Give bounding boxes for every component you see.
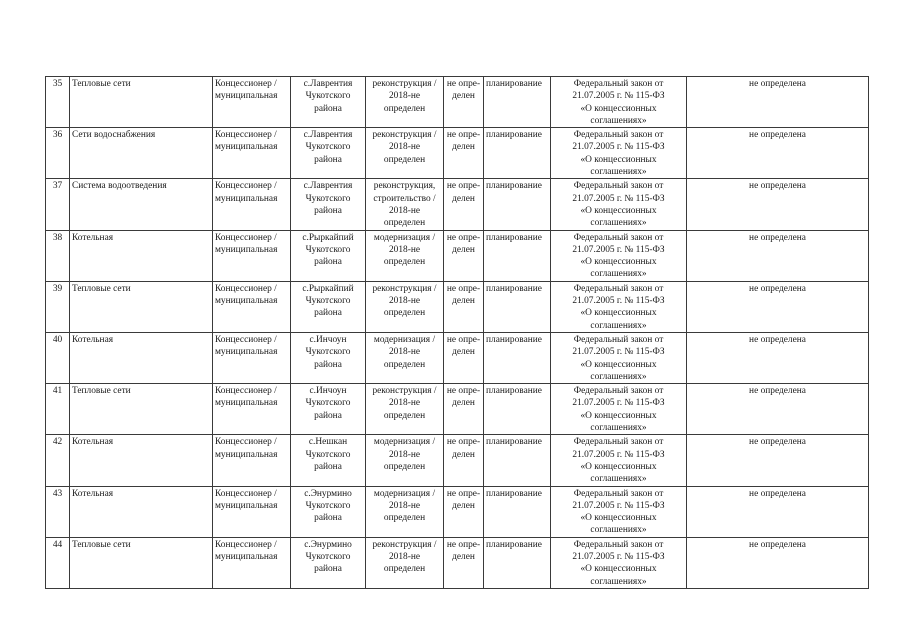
location-line: района [314,359,342,370]
deadline-line: не опре- [446,539,481,550]
deadline-line: не опре- [446,181,481,192]
legal-basis-line: «О концессионных [580,154,657,165]
deadline-line: делен [452,500,475,511]
legal-basis-line: Федеральный закон от [573,79,664,89]
deadline-line: не опре- [446,488,481,499]
legal-basis-line: 21.07.2005 г. № 115-ФЗ [572,347,665,358]
legal-basis-line: 21.07.2005 г. № 115-ФЗ [572,142,665,153]
object-name-cell: Тепловые сети [70,77,213,128]
legal-basis-cell [551,537,687,588]
action-period-cell [366,435,444,486]
location-line: района [314,564,342,575]
row-number-cell: 42 [46,435,70,486]
cost-cell: не определена [687,281,869,332]
ownership-cell [213,179,291,230]
deadline-line: делен [452,449,475,460]
location-line: Чукотского [305,244,351,255]
cost-cell: не определена [687,128,869,179]
ownership-cell [213,128,291,179]
action-period-cell [366,281,444,332]
table-row [46,77,869,128]
ownership-line: муниципальная [215,91,278,102]
row-number-cell: 40 [46,332,70,383]
legal-basis-line: соглашениях» [590,576,647,587]
table-row [46,332,869,383]
location-cell [291,435,366,486]
action-period-line: реконструкция, [373,181,436,192]
legal-basis-line: 21.07.2005 г. № 115-ФЗ [572,244,665,255]
ownership-line: Концессионер / [215,539,277,550]
ownership-cell [213,77,291,128]
cost-cell: не определена [687,537,869,588]
ownership-line: муниципальная [215,193,278,204]
ownership-line: Концессионер / [215,283,277,294]
action-period-cell [366,230,444,281]
row-number-cell: 41 [46,384,70,435]
deadline-cell [444,230,484,281]
action-period-line: определен [383,257,426,268]
action-period-line: определен [383,154,426,165]
legal-basis-line: Федеральный закон от [573,488,664,499]
location-line: Чукотского [305,347,351,358]
action-period-line: определен [383,513,426,524]
legal-basis-line: Федеральный закон от [573,130,664,141]
legal-basis-line: 21.07.2005 г. № 115-ФЗ [572,551,665,562]
legal-basis-line: соглашениях» [590,371,647,382]
object-name-cell: Сети водоснабжения [70,128,213,179]
row-number-cell: 38 [46,230,70,281]
legal-basis-line: соглашениях» [590,218,647,229]
ownership-line: муниципальная [215,142,278,153]
legal-basis-line: соглашениях» [590,525,647,536]
action-period-line: 2018-не [388,205,421,216]
legal-basis-line: соглашениях» [590,115,647,126]
action-period-line: определен [383,410,426,421]
location-line: с.Нешкан [308,437,348,448]
deadline-cell [444,537,484,588]
deadline-line: не опре- [446,437,481,448]
ownership-line: Концессионер / [215,437,277,448]
location-line: района [314,257,342,268]
action-period-line: определен [383,359,426,370]
table-row [46,486,869,537]
ownership-cell [213,537,291,588]
object-name-cell: Тепловые сети [70,384,213,435]
action-period-line: определен [383,218,426,229]
legal-basis-cell [551,332,687,383]
action-period-line: определен [383,461,426,472]
legal-basis-line: соглашениях» [590,320,647,331]
deadline-line: не опре- [446,334,481,345]
legal-basis-line: «О концессионных [580,564,657,575]
ownership-cell [213,230,291,281]
deadline-cell [444,281,484,332]
object-name-cell: Система водоотведения [70,179,213,230]
ownership-line: Концессионер / [215,386,277,397]
ownership-line: Концессионер / [215,79,277,89]
deadline-cell [444,128,484,179]
legal-basis-line: соглашениях» [590,269,647,280]
location-line: Чукотского [305,398,351,409]
stage-cell: планирование [484,537,551,588]
legal-basis-line: 21.07.2005 г. № 115-ФЗ [572,500,665,511]
stage-cell: планирование [484,281,551,332]
action-period-cell [366,486,444,537]
action-period-line: строительство / [373,193,436,204]
row-number-cell: 44 [46,537,70,588]
table-row [46,435,869,486]
deadline-line: не опре- [446,79,481,89]
cost-cell: не определена [687,77,869,128]
legal-basis-cell [551,384,687,435]
location-line: с.Лаврентия [303,181,353,192]
cost-cell: не определена [687,486,869,537]
ownership-line: Концессионер / [215,130,277,141]
action-period-line: 2018-не [388,91,421,102]
action-period-cell [366,77,444,128]
action-period-line: реконструкция / [372,539,437,550]
location-line: района [314,461,342,472]
deadline-line: делен [452,347,475,358]
action-period-line: 2018-не [388,449,421,460]
ownership-line: Концессионер / [215,488,277,499]
table-row [46,384,869,435]
location-line: Чукотского [305,551,351,562]
location-line: с.Инчоун [309,334,347,345]
object-name-cell: Тепловые сети [70,281,213,332]
ownership-line: муниципальная [215,500,278,511]
action-period-cell [366,537,444,588]
legal-basis-cell [551,230,687,281]
deadline-line: делен [452,91,475,102]
legal-basis-line: 21.07.2005 г. № 115-ФЗ [572,449,665,460]
legal-basis-cell [551,128,687,179]
deadline-line: делен [452,398,475,409]
location-cell [291,486,366,537]
ownership-line: Концессионер / [215,232,277,243]
ownership-line: муниципальная [215,449,278,460]
location-line: района [314,513,342,524]
action-period-cell [366,128,444,179]
deadline-line: не опре- [446,386,481,397]
location-line: с.Лаврентия [303,130,353,141]
object-name-cell: Котельная [70,230,213,281]
action-period-line: модернизация / [373,437,436,448]
legal-basis-cell [551,77,687,128]
location-line: района [314,205,342,216]
action-period-cell [366,332,444,383]
object-name-cell: Котельная [70,435,213,486]
action-period-line: модернизация / [373,232,436,243]
deadline-cell [444,332,484,383]
location-line: Чукотского [305,91,351,102]
legal-basis-line: 21.07.2005 г. № 115-ФЗ [572,398,665,409]
deadline-cell [444,486,484,537]
legal-basis-line: Федеральный закон от [573,334,664,345]
row-number-cell: 35 [46,77,70,128]
cost-cell: не определена [687,435,869,486]
stage-cell: планирование [484,77,551,128]
cost-cell: не определена [687,332,869,383]
row-number-cell: 43 [46,486,70,537]
deadline-cell [444,179,484,230]
ownership-cell [213,384,291,435]
table-row [46,281,869,332]
object-name-cell: Тепловые сети [70,537,213,588]
action-period-cell [366,384,444,435]
ownership-line: муниципальная [215,347,278,358]
cost-cell: не определена [687,384,869,435]
action-period-line: 2018-не [388,551,421,562]
cost-cell: не определена [687,230,869,281]
action-period-line: определен [383,564,426,575]
action-period-cell [366,179,444,230]
action-period-line: реконструкция / [372,283,437,294]
stage-cell: планирование [484,435,551,486]
deadline-line: делен [452,296,475,307]
legal-basis-line: соглашениях» [590,423,647,434]
legal-basis-line: «О концессионных [580,308,657,319]
legal-basis-line: Федеральный закон от [573,232,664,243]
ownership-cell [213,332,291,383]
stage-cell: планирование [484,128,551,179]
stage-cell: планирование [484,332,551,383]
object-name-cell: Котельная [70,486,213,537]
legal-basis-line: Федеральный закон от [573,386,664,397]
ownership-cell [213,435,291,486]
legal-basis-line: «О концессионных [580,205,657,216]
action-period-line: модернизация / [373,334,436,345]
legal-basis-line: соглашениях» [590,167,647,178]
legal-basis-line: Федеральный закон от [573,437,664,448]
location-line: Чукотского [305,449,351,460]
location-line: Чукотского [305,296,351,307]
deadline-line: не опре- [446,283,481,294]
location-line: с.Рыркайпий [302,283,354,294]
table-row [46,179,869,230]
location-line: района [314,154,342,165]
location-line: Чукотского [305,500,351,511]
cost-cell: не определена [687,179,869,230]
location-cell [291,77,366,128]
legal-basis-line: Федеральный закон от [573,539,664,550]
action-period-line: реконструкция / [372,130,437,141]
action-period-line: 2018-не [388,244,421,255]
location-line: с.Энурмино [304,539,352,550]
deadline-line: делен [452,551,475,562]
action-period-line: определен [383,308,426,319]
location-cell [291,128,366,179]
deadline-cell [444,77,484,128]
deadline-cell [444,435,484,486]
legal-basis-line: «О концессионных [580,513,657,524]
location-cell [291,332,366,383]
action-period-line: 2018-не [388,296,421,307]
legal-basis-line: Федеральный закон от [573,283,664,294]
ownership-line: муниципальная [215,296,278,307]
location-cell [291,281,366,332]
table-row [46,128,869,179]
action-period-line: 2018-не [388,500,421,511]
legal-basis-cell [551,281,687,332]
legal-basis-line: 21.07.2005 г. № 115-ФЗ [572,193,665,204]
concession-objects-table [45,76,869,589]
ownership-line: муниципальная [215,551,278,562]
location-line: с.Энурмино [304,488,352,499]
stage-cell: планирование [484,486,551,537]
ownership-cell [213,281,291,332]
legal-basis-line: «О концессионных [580,410,657,421]
deadline-cell [444,384,484,435]
legal-basis-line: 21.07.2005 г. № 115-ФЗ [572,91,665,102]
location-line: района [314,103,342,114]
legal-basis-cell [551,435,687,486]
legal-basis-line: соглашениях» [590,474,647,485]
table-row [46,230,869,281]
row-number-cell: 39 [46,281,70,332]
location-line: района [314,410,342,421]
deadline-line: не опре- [446,232,481,243]
legal-basis-cell [551,179,687,230]
ownership-line: Концессионер / [215,181,277,192]
deadline-line: делен [452,244,475,255]
table-row [46,537,869,588]
action-period-line: реконструкция / [372,79,437,89]
location-line: с.Лаврентия [303,79,353,89]
row-number-cell: 36 [46,128,70,179]
deadline-line: делен [452,142,475,153]
legal-basis-cell [551,486,687,537]
ownership-cell [213,486,291,537]
location-line: Чукотского [305,193,351,204]
legal-basis-line: Федеральный закон от [573,181,664,192]
deadline-line: не опре- [446,130,481,141]
location-line: Чукотского [305,142,351,153]
action-period-line: 2018-не [388,347,421,358]
ownership-line: муниципальная [215,244,278,255]
legal-basis-line: «О концессионных [580,359,657,370]
stage-cell: планирование [484,384,551,435]
legal-basis-line: «О концессионных [580,257,657,268]
stage-cell: планирование [484,179,551,230]
location-cell [291,384,366,435]
legal-basis-line: «О концессионных [580,461,657,472]
legal-basis-line: «О концессионных [580,103,657,114]
ownership-line: Концессионер / [215,334,277,345]
location-cell [291,179,366,230]
action-period-line: 2018-не [388,142,421,153]
location-cell [291,230,366,281]
legal-basis-line: 21.07.2005 г. № 115-ФЗ [572,296,665,307]
deadline-line: делен [452,193,475,204]
ownership-line: муниципальная [215,398,278,409]
location-line: с.Рыркайпий [302,232,354,243]
action-period-line: реконструкция / [372,386,437,397]
location-line: с.Инчоун [309,386,347,397]
row-number-cell: 37 [46,179,70,230]
location-line: района [314,308,342,319]
table-body [46,77,869,589]
object-name-cell: Котельная [70,332,213,383]
location-cell [291,537,366,588]
action-period-line: 2018-не [388,398,421,409]
action-period-line: модернизация / [373,488,436,499]
stage-cell: планирование [484,230,551,281]
action-period-line: определен [383,103,426,114]
